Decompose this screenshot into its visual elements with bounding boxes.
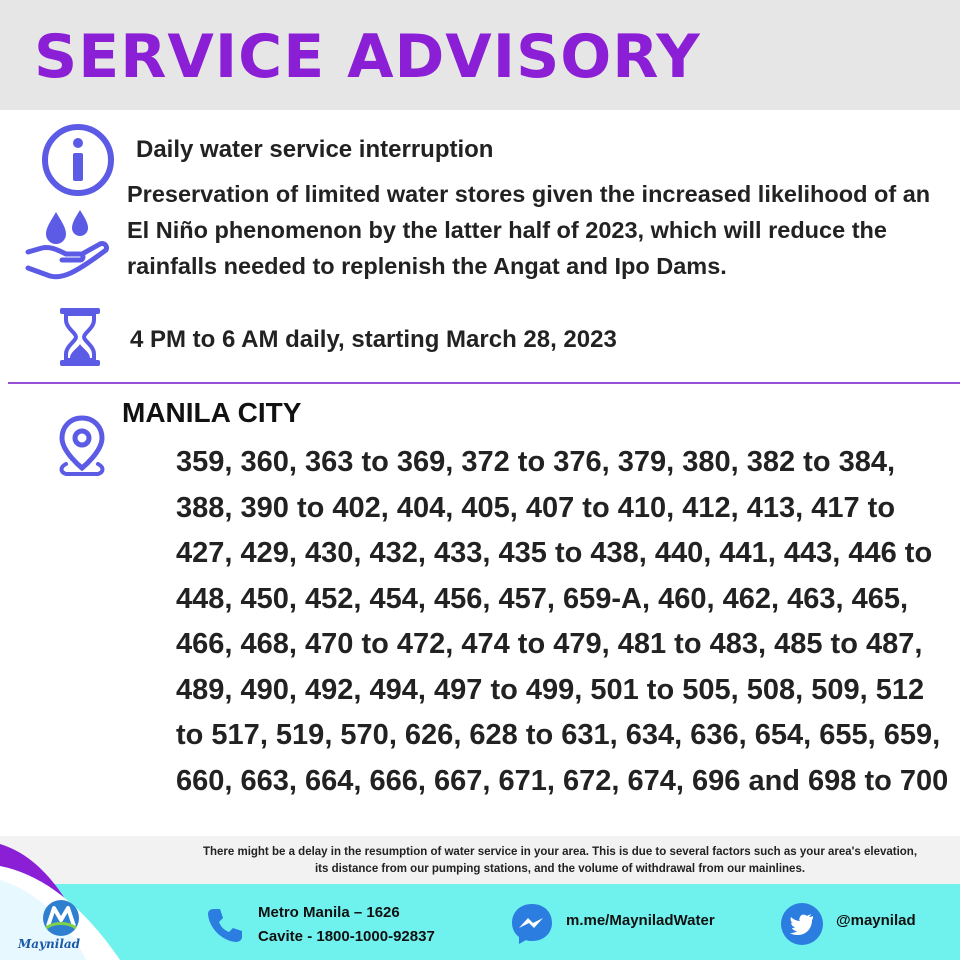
- maynilad-logo-text: Maynilad: [18, 937, 81, 951]
- delay-note: There might be a delay in the resumption of water service in your area. This is due to several factors such as your area's elevation, its distance from our pumping stations, and the volume of withdrawal from our mainlines.: [202, 846, 918, 875]
- twitter-icon: [780, 902, 824, 946]
- affected-barangays: 359, 360, 363 to 369, 372 to 376, 379, 380, 382 to 384, 388, 390 to 402, 404, 405, 407 to 410, 412, 413, 417 to 427, 429, 430, 432, 433, 435 to 438, 440, 441, 443, 446 to 448, 450, 452, 454, 456, 457, 659-A, 460, 462, 463, 465, 466, 468, 470 to 472, 474 to 479, 481 to 483, 485 to 487, 489, 490, 492, 494, 497 to 499, 501 to 505, 508, 509, 512 to 517, 519, 570, 626, 628 to 631, 634, 636, 654, 655, 659, 660, 663, 664, 666, 667, 671, 672, 674, 696 and 698 to 700: [176, 446, 949, 797]
- advisory-schedule: 4 PM to 6 AM daily, starting March 28, 2023: [130, 326, 617, 353]
- water-hand-icon: [22, 206, 114, 282]
- city-name: MANILA CITY: [122, 397, 302, 428]
- twitter-handle[interactable]: @maynilad: [836, 912, 916, 929]
- section-divider: [8, 382, 960, 384]
- location-pin-icon: [56, 414, 108, 478]
- advisory-subject: Daily water service interruption: [136, 136, 494, 163]
- advisory-reason: Preservation of limited water stores given the increased likelihood of an El Niño phenomenon by the latter half of 2023, which will reduce the rainfalls needed to replenish the Angat and Ipo Dams.: [127, 181, 931, 279]
- phone-icon: [206, 906, 244, 944]
- phone-metro-manila: Metro Manila – 1626: [258, 904, 400, 921]
- messenger-icon: [510, 902, 554, 946]
- page-title: SERVICE ADVISORY: [34, 22, 701, 92]
- phone-cavite: Cavite - 1800-1000-92837: [258, 928, 435, 945]
- info-icon: [40, 122, 116, 198]
- maynilad-logo: [40, 898, 82, 938]
- hourglass-icon: [58, 306, 102, 368]
- messenger-link[interactable]: m.me/MayniladWater: [566, 912, 715, 929]
